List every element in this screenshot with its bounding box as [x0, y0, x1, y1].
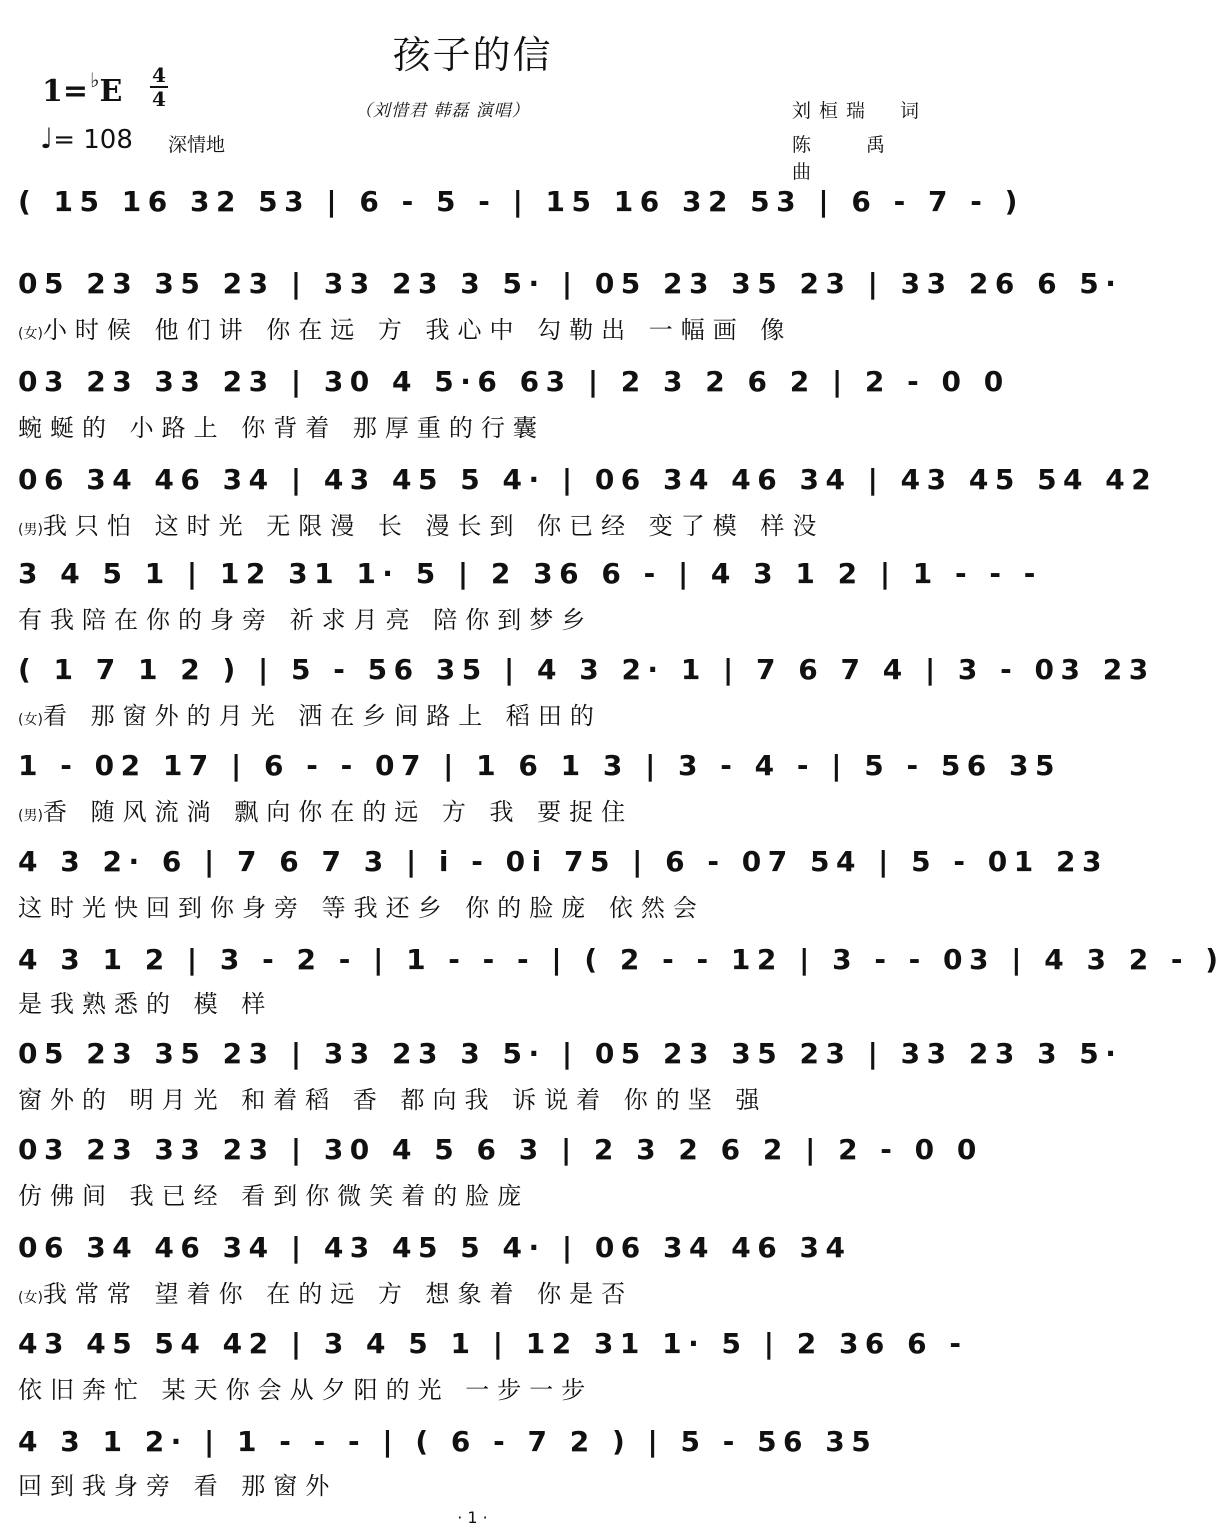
lyric-text: 依旧奔忙 某天你会从夕阳的光 一步一步: [18, 1376, 594, 1404]
notation-line: 4 3 1 2· | 1 - - - | ( 6 - 7 2 ) | 5 - 56 35: [18, 1425, 878, 1458]
notation-line: 05 23 35 23 | 33 23 3 5· | 05 23 35 23 | 33 26 6 5·: [18, 267, 1123, 300]
lyric-text: 窗外的 明月光 和着稻 香 都向我 诉说着 你的坚 强: [18, 1086, 768, 1114]
lyric-line: [18, 1180, 930, 1212]
lyric-line: [18, 796, 930, 828]
performers-credit: （刘惜君 韩磊 演唱）: [355, 101, 530, 121]
lyric-line: [18, 892, 930, 924]
lyricist-credit: 刘桓瑞 词: [792, 100, 928, 122]
singer-role: (男): [18, 808, 43, 824]
lyric-text: 小时候 他们讲 你在远 方 我心中 勾勒出 一幅画 像: [42, 316, 793, 344]
notation-line: 03 23 33 23 | 30 4 5·6 63 | 2 3 2 6 2 | 2 - 0 0: [18, 365, 1010, 398]
notation-line: ( 15 16 32 53 | 6 - 5 - | 15 16 32 53 | 6 - 7 - ): [18, 185, 1024, 218]
lyric-text: 有我陪在你的身旁 祈求月亮 陪你到梦乡: [18, 606, 594, 634]
key-note: E: [99, 74, 123, 109]
lyric-line: [18, 510, 930, 542]
singer-role: (女): [18, 1290, 43, 1306]
lyric-line: [18, 1084, 930, 1116]
notation-line: 43 45 54 42 | 3 4 5 1 | 12 31 1· 5 | 2 36 6 -: [18, 1327, 968, 1360]
lyric-line: [18, 700, 930, 732]
lyric-line: [18, 314, 930, 346]
lyric-line: [18, 1374, 930, 1406]
lyric-text: 我只怕 这时光 无限漫 长 漫长到 你已经 变了模 样没: [42, 512, 825, 540]
lyric-line: [18, 1470, 930, 1502]
composer-credit: 陈 禹 曲: [792, 134, 941, 183]
page-number: · 1 ·: [457, 1508, 488, 1527]
lyric-text: 香 随风流淌 飘向你在的远 方 我 要捉住: [42, 798, 634, 826]
time-signature-top: 4: [152, 63, 166, 87]
lyric-text: 回到我身旁 看 那窗外: [18, 1472, 338, 1500]
lyric-line: [18, 1278, 930, 1310]
lyric-text: 这时光快回到你身旁 等我还乡 你的脸庞 依然会: [18, 894, 705, 922]
notation-line: 4 3 1 2 | 3 - 2 - | 1 - - - | ( 2 - - 12 | 3 - - 03 | 4 3 2 - ): [18, 943, 1225, 976]
page-title: 孩子的信: [392, 33, 553, 77]
flat-sign: ♭: [90, 68, 100, 92]
notation-line: 05 23 35 23 | 33 23 3 5· | 05 23 35 23 | 33 23 3 5·: [18, 1037, 1123, 1070]
notation-line: 03 23 33 23 | 30 4 5 6 3 | 2 3 2 6 2 | 2 - 0 0: [18, 1133, 983, 1166]
notation-line: 06 34 46 34 | 43 45 5 4· | 06 34 46 34 | 43 45 54 42: [18, 463, 1158, 496]
lyric-text: 是我熟悉的 模 样: [18, 990, 274, 1018]
key-label: 1=: [42, 74, 89, 109]
tempo-value: = 108: [53, 125, 133, 155]
lyric-line: [18, 988, 930, 1020]
lyric-text: 看 那窗外的月光 洒在乡间路上 稻田的: [42, 702, 602, 730]
notation-line: ( 1 7 1 2 ) | 5 - 56 35 | 4 3 2· 1 | 7 6 7 4 | 3 - 03 23: [18, 653, 1155, 686]
time-signature: [150, 64, 168, 110]
notation-line: 1 - 02 17 | 6 - - 07 | 1 6 1 3 | 3 - 4 - | 5 - 56 35: [18, 749, 1062, 782]
notation-line: 3 4 5 1 | 12 31 1· 5 | 2 36 6 - | 4 3 1 2 | 1 - - -: [18, 557, 1042, 590]
tempo-marking: [40, 122, 133, 155]
expression-marking: 深情地: [168, 134, 226, 156]
lyric-text: 我常常 望着你 在的远 方 想象着 你是否: [42, 1280, 634, 1308]
quarter-note-icon: ♩: [40, 122, 54, 155]
key-signature: [42, 68, 122, 109]
notation-line: 06 34 46 34 | 43 45 5 4· | 06 34 46 34: [18, 1231, 852, 1264]
time-signature-bottom: 4: [150, 86, 168, 110]
lyric-text: 蜿蜒的 小路上 你背着 那厚重的行囊: [18, 414, 545, 442]
singer-role: (女): [18, 326, 43, 342]
notation-line: 4 3 2· 6 | 7 6 7 3 | i - 0i 75 | 6 - 07 54 | 5 - 01 23: [18, 845, 1108, 878]
lyric-text: 仿佛间 我已经 看到你微笑着的脸庞: [18, 1182, 530, 1210]
lyric-line: [18, 604, 930, 636]
singer-role: (男): [18, 522, 43, 538]
lyric-line: [18, 412, 930, 444]
singer-role: (女): [18, 712, 43, 728]
